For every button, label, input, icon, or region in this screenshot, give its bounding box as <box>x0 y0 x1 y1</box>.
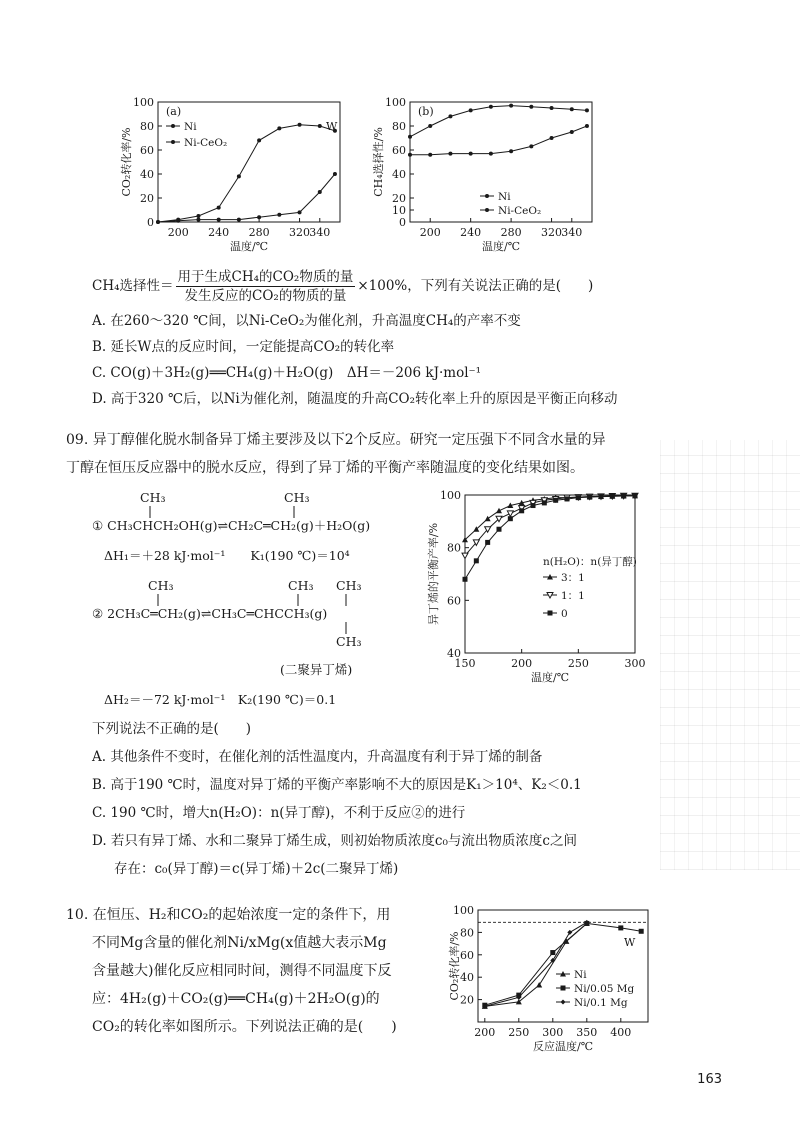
data-point-2 <box>610 494 615 499</box>
series-line-2 <box>485 922 587 1006</box>
y-tick-label: 80 <box>460 926 474 940</box>
y-tick-label: 40 <box>460 971 474 985</box>
x-tick-label: 340 <box>309 226 331 239</box>
x-tick-label: 320 <box>541 226 563 239</box>
series-line-0 <box>465 496 635 540</box>
series-line-0 <box>485 923 587 1006</box>
data-point-2 <box>485 540 490 545</box>
q9-prompt: 下列说法不正确的是( ) <box>92 721 252 737</box>
y-tick-label: 40 <box>140 168 154 181</box>
q9-stem-line1: 09. 异丁醇催化脱水制备异丁烯主要涉及以下2个反应。研究一定压强下不同含水量的异 <box>66 432 606 448</box>
data-point-2 <box>576 495 581 500</box>
q8-option-b: B. 延长W点的反应时间，一定能提高CO₂的转化率 <box>92 339 395 355</box>
y-tick-label: 100 <box>453 904 474 917</box>
data-point-0 <box>496 508 502 514</box>
r1-methyl-a: CH₃ <box>140 490 166 505</box>
x-tick-label: 200 <box>419 226 441 239</box>
x-tick-label: 240 <box>460 226 482 239</box>
r2-methyl-d: CH₃ <box>336 634 362 649</box>
x-tick-label: 340 <box>561 226 583 239</box>
x-tick-label: 280 <box>500 226 522 239</box>
legend-label-1: Ni-CeO₂ <box>184 137 228 149</box>
q10-line5: CO₂的转化率如图所示。下列说法正确的是( ) <box>92 1019 397 1035</box>
y-tick-label: 20 <box>140 192 154 205</box>
y-tick-label: 100 <box>133 96 154 109</box>
y-tick-label: 0 <box>147 216 154 229</box>
legend-label-0: Ni <box>574 969 587 981</box>
r2-methyl-c: CH₃ <box>336 578 362 593</box>
y-tick-label: 0 <box>399 216 406 229</box>
r1-methyl-b: CH₃ <box>284 490 310 505</box>
x-axis-label: 温度/℃ <box>229 240 269 253</box>
point-w-label: W <box>624 936 636 949</box>
x-tick-label: 300 <box>542 1026 564 1039</box>
q8-frac-num: 用于生成CH₄的CO₂物质的量 <box>177 269 354 285</box>
data-point-0 <box>485 516 491 522</box>
legend-label-1: Ni-CeO₂ <box>498 205 542 217</box>
x-tick-label: 200 <box>474 1026 496 1039</box>
x-tick-label: 150 <box>454 657 476 670</box>
series-line-1 <box>465 496 635 556</box>
y-tick-label: 20 <box>460 993 474 1007</box>
data-point-2 <box>519 508 524 513</box>
q8-frac-den: 发生反应的CO₂的物质的量 <box>184 288 347 304</box>
y-tick-label: 60 <box>460 948 474 962</box>
x-tick-label: 320 <box>289 226 311 239</box>
r2-methyl-a: CH₃ <box>148 578 174 593</box>
chart-q9 <box>425 485 650 695</box>
q8-option-c: C. CO(g)＋3H₂(g)══CH₄(g)＋H₂O(g) ΔH＝－206 kJ·mol⁻¹ <box>92 365 482 381</box>
q10-line4: 应：4H₂(g)＋CO₂(g)══CH₄(g)＋2H₂O(g)的 <box>92 991 380 1007</box>
reaction-2: ② 2CH₃C═CH₂(g)⇌CH₃C═CHCCH₃(g) <box>92 606 328 621</box>
data-point-1 <box>462 553 468 559</box>
data-point-1 <box>550 950 555 955</box>
q8-option-d: D. 高于320 ℃后，以Ni为催化剂，随温度的升高CO₂转化率上升的原因是平衡正向移动 <box>92 391 618 407</box>
q8-frac-tail: ×100%，下列有关说法正确的是( ) <box>357 278 594 294</box>
data-point-1 <box>507 511 513 517</box>
y-tick-label: 80 <box>447 541 461 555</box>
legend-label-0: Ni <box>498 191 511 203</box>
data-point-2 <box>497 527 502 532</box>
page-number: 163 <box>697 1072 722 1087</box>
q9-option-d-line2: 存在：c₀(异丁醇)＝c(异丁烯)＋2c(二聚异丁烯) <box>114 861 399 877</box>
data-point-2 <box>542 500 547 505</box>
reaction-1-dh: ΔH₁＝＋28 kJ·mol⁻¹ K₁(190 ℃)＝10⁴ <box>104 548 350 563</box>
y-tick-label: 80 <box>392 120 406 133</box>
reaction-1: ① CH₃CHCH₂OH(g)⇌CH₂C═CH₂(g)＋H₂O(g) <box>92 518 371 533</box>
data-point-2 <box>633 493 638 498</box>
x-tick-label: 280 <box>248 226 270 239</box>
data-point-2 <box>621 494 626 499</box>
panel-label: (b) <box>418 105 434 118</box>
legend-marker-1 <box>561 986 566 991</box>
data-point-2 <box>531 503 536 508</box>
legend-label-0: 3：1 <box>561 572 585 584</box>
x-tick-label: 250 <box>508 1026 530 1039</box>
chart-q10 <box>448 900 658 1060</box>
data-point-2 <box>587 495 592 500</box>
q8-option-a: A. 在260～320 ℃间，以Ni-CeO₂为催化剂，升高温度CH₄的产率不变 <box>92 313 521 329</box>
q10-line2: 不同Mg含量的催化剂Ni/xMg(x值越大表示Mg <box>92 935 387 951</box>
y-tick-label: 40 <box>447 647 461 660</box>
legend-label-0: Ni <box>184 121 197 133</box>
data-point-2 <box>565 496 570 501</box>
x-axis-label: 反应温度/℃ <box>532 1040 594 1053</box>
legend-label-1: Ni/0.05 Mg <box>574 983 635 995</box>
x-tick-label: 400 <box>610 1026 632 1039</box>
q9-option-b: B. 高于190 ℃时，温度对异丁烯的平衡产率影响不大的原因是K₁＞10⁴、K₂＜0.1 <box>92 777 582 793</box>
legend-label-1: 1：1 <box>561 590 585 602</box>
y-axis-label: CH₄选择性/% <box>372 127 385 197</box>
y-tick-label: 20 <box>392 192 406 205</box>
legend-marker-2 <box>561 1000 566 1005</box>
legend-title: n(H₂O)：n(异丁醇) <box>543 556 637 568</box>
x-axis-label: 温度/℃ <box>530 671 570 684</box>
panel-label: (a) <box>166 105 182 118</box>
y-tick-label: 60 <box>140 144 154 157</box>
data-point-1 <box>618 925 623 930</box>
x-tick-label: 300 <box>624 657 646 670</box>
q10-line3: 含量越大)催化反应相同时间，测得不同温度下反 <box>92 963 392 979</box>
y-axis-label: CO₂转化率/% <box>448 931 461 1001</box>
y-tick-label: 80 <box>140 120 154 133</box>
q9-option-d-line1: D. 若只有异丁烯、水和二聚异丁烯生成，则初始物质浓度c₀与流出物质浓度c之间 <box>92 833 577 849</box>
r2-methyl-b: CH₃ <box>288 578 314 593</box>
y-tick-label: 60 <box>392 144 406 157</box>
x-tick-label: 240 <box>208 226 230 239</box>
point-w-label: W <box>326 120 338 133</box>
y-axis-label: 异丁烯的平衡产率/% <box>427 522 440 626</box>
data-point-2 <box>508 516 513 521</box>
x-tick-label: 250 <box>567 657 589 670</box>
y-tick-label: 40 <box>392 168 406 181</box>
legend-marker-2 <box>548 611 553 616</box>
data-point-1 <box>639 929 644 934</box>
x-axis-label: 温度/℃ <box>481 240 521 253</box>
x-tick-label: 200 <box>167 226 189 239</box>
q9-stem-line2: 丁醇在恒压反应器中的脱水反应，得到了异丁烯的平衡产率随温度的变化结果如图。 <box>66 460 584 476</box>
data-point-2 <box>567 930 572 935</box>
reaction-2-name: (二聚异丁烯) <box>280 662 353 677</box>
data-point-0 <box>536 982 542 988</box>
data-point-2 <box>599 494 604 499</box>
q10-line1: 10. 在恒压、H₂和CO₂的起始浓度一定的条件下，用 <box>66 907 391 923</box>
x-tick-label: 200 <box>511 657 533 670</box>
y-tick-label: 10 <box>392 204 406 217</box>
q9-option-a: A. 其他条件不变时，在催化剂的活性温度内，升高温度有利于异丁烯的制备 <box>92 749 543 765</box>
y-tick-label: 100 <box>385 96 406 109</box>
y-tick-label: 100 <box>440 489 461 502</box>
y-tick-label: 60 <box>447 594 461 608</box>
y-axis-label: CO₂转化率/% <box>120 127 133 197</box>
q9-option-c: C. 190 ℃时，增大n(H₂O)：n(异丁醇)，不利于反应②的进行 <box>92 805 466 821</box>
legend-label-2: 0 <box>561 608 568 620</box>
x-tick-label: 350 <box>576 1026 598 1039</box>
data-point-2 <box>553 498 558 503</box>
legend-label-2: Ni/0.1 Mg <box>574 997 628 1009</box>
data-point-2 <box>474 558 479 563</box>
q8-selectivity-label: CH₄选择性＝ <box>92 278 174 294</box>
data-point-2 <box>463 577 468 582</box>
reaction-2-dh: ΔH₂＝－72 kJ·mol⁻¹ K₂(190 ℃)＝0.1 <box>104 692 337 707</box>
